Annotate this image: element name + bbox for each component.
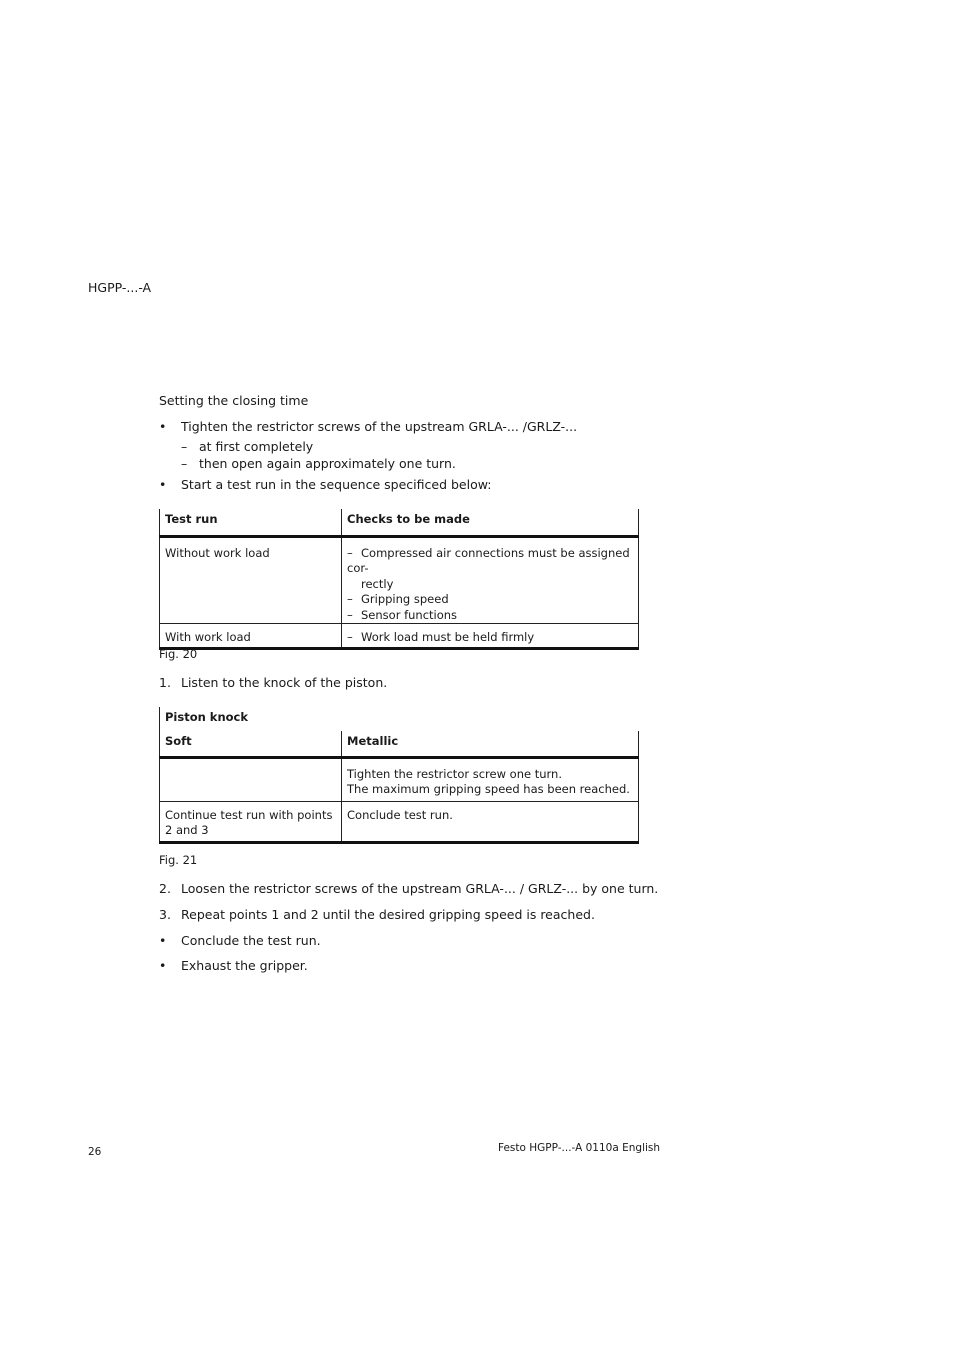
- table-cell-soft: [160, 757, 342, 801]
- figure-caption: Fig. 21: [159, 853, 198, 867]
- list-item-text: Tighten the restrictor screws of the upstream GRLA-... /GRLZ-...: [181, 419, 578, 434]
- figure-caption: Fig. 20: [159, 647, 198, 661]
- table-cell-metallic: Tighten the restrictor screw one turn. The maximum gripping speed has been reached.: [342, 757, 639, 801]
- dash-mark: –: [181, 456, 188, 471]
- table-cell-metallic: Conclude test run.: [342, 801, 639, 842]
- bullet-mark: •: [159, 477, 167, 492]
- list-item-text: Start a test run in the sequence specificed below:: [181, 477, 492, 492]
- numbered-step: 1. Listen to the knock of the piston.: [159, 675, 388, 690]
- table-header-soft: Soft: [160, 731, 342, 757]
- numbered-step: 2. Loosen the restrictor screws of the upstream GRLA-... / GRLZ-... by one turn.: [159, 881, 659, 896]
- bullet-mark: •: [159, 419, 167, 434]
- table-row: [160, 624, 639, 649]
- numbered-step: 3. Repeat points 1 and 2 until the desired gripping speed is reached.: [159, 907, 595, 922]
- table-row: [160, 536, 639, 624]
- piston-knock-table: [159, 707, 639, 844]
- table-header-test-run: Test run: [160, 509, 342, 536]
- test-run-table: [159, 509, 639, 650]
- list-item: • Exhaust the gripper.: [159, 958, 308, 973]
- table-cell-checks: – Compressed air connections must be assigned cor- rectly – Gripping speed – Sensor functions: [342, 536, 639, 624]
- page-number: 26: [88, 1146, 102, 1158]
- list-item: • Conclude the test run.: [159, 933, 321, 948]
- sub-list-item: [181, 439, 313, 454]
- sub-list-item-text: then open again approximately one turn.: [199, 456, 456, 471]
- sub-list-item-text: at first completely: [199, 439, 314, 454]
- sub-list-item: [181, 456, 456, 471]
- dash-mark: –: [181, 439, 188, 454]
- table-cell-test: Without work load: [160, 536, 342, 624]
- table-cell-soft: Continue test run with points 2 and 3: [160, 801, 342, 842]
- table-row: [160, 757, 639, 801]
- running-header: HGPP-...-A: [88, 280, 152, 295]
- section-title: Setting the closing time: [159, 393, 309, 408]
- table-row: [160, 801, 639, 842]
- table-header-metallic: Metallic: [342, 731, 639, 757]
- table-cell-test: With work load: [160, 624, 342, 649]
- table-title: Piston knock: [160, 707, 639, 731]
- footer-document-id: Festo HGPP-...-A 0110a English: [498, 1142, 661, 1154]
- list-item: [159, 419, 577, 434]
- list-item: [159, 477, 491, 492]
- table-cell-checks: – Work load must be held firmly: [342, 624, 639, 649]
- table-header-checks: Checks to be made: [342, 509, 639, 536]
